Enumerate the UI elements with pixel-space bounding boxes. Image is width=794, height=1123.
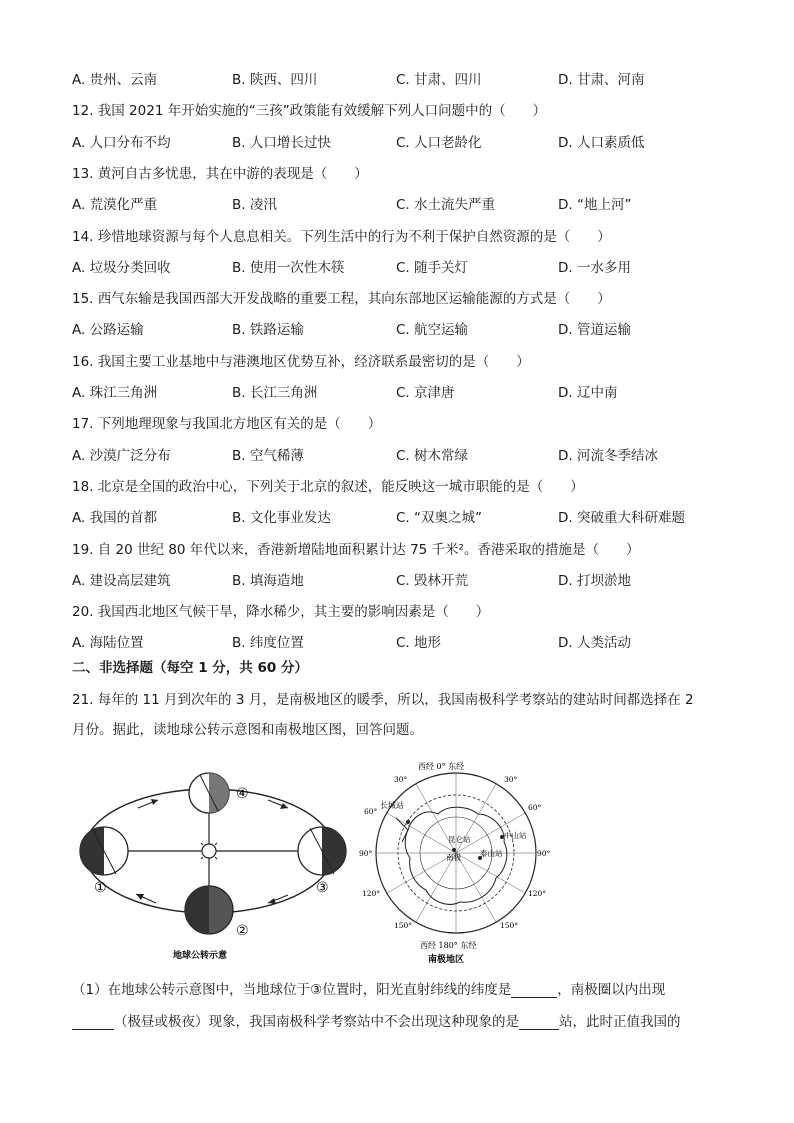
option-d: D. 打坝淤地 (558, 573, 631, 589)
option-a: A. 荒漠化严重 (72, 197, 158, 213)
question-stem: 12. 我国 2021 年开始实施的“三孩”政策能有效缓解下列人口问题中的（ ） (72, 103, 547, 119)
option-a: A. 我国的首都 (72, 510, 158, 526)
question-stem: 19. 自 20 世纪 80 年代以来，香港新增陆地面积累计达 75 千米²。香港采取的措施是（ ） (72, 542, 640, 558)
subquestion-1-line-2: （极昼或极夜）现象，我国南极科学考察站中不会出现这种现象的是 站，此时正值我国的 (72, 1010, 681, 1030)
option-b: B. 铁路运输 (232, 322, 304, 338)
lon-label: 150° (394, 921, 413, 930)
option-d: D. 人口素质低 (558, 135, 645, 151)
section-2-heading: 二、非选择题（每空 1 分，共 60 分） (72, 660, 308, 676)
lon-label: 150° (500, 921, 519, 930)
map-top-label: 西经 0° 东经 (418, 762, 465, 771)
earth-globe-bottom (185, 886, 233, 934)
option-a: A. 海陆位置 (72, 635, 144, 651)
lon-label: 90° (359, 849, 373, 858)
lon-label: 90° (537, 849, 551, 858)
question-stem: 13. 黄河自古多忧患，其在中游的表现是（ ） (72, 166, 368, 182)
earth-globe-top (189, 773, 229, 813)
option-c: C. 水土流失严重 (396, 197, 496, 213)
question-stem: 17. 下列地理现象与我国北方地区有关的是（ ） (72, 416, 382, 432)
option-d: D. 管道运输 (558, 322, 631, 338)
option-b: B. 空气稀薄 (232, 448, 304, 464)
answer-blank[interactable] (72, 1015, 114, 1030)
option-a: A. 公路运输 (72, 322, 144, 338)
position-4-label: ④ (236, 786, 249, 802)
option-c: C. 毁林开荒 (396, 573, 469, 589)
position-1-label: ① (94, 880, 107, 896)
option-d: D. 河流冬季结冰 (558, 448, 658, 464)
station-label: 泰山站 (480, 849, 503, 858)
figure-2-caption: 南极地区 (428, 955, 465, 965)
lon-label: 60° (528, 803, 542, 812)
option-b: B. 使用一次性木筷 (232, 260, 345, 276)
option-d: D. 辽中南 (558, 385, 618, 401)
earth-globe-right (298, 827, 346, 875)
figure-1-caption: 地球公转示意 (173, 951, 228, 961)
option-a: A. 人口分布不均 (72, 135, 171, 151)
lon-label: 120° (362, 889, 381, 898)
option-a: A. 贵州、云南 (72, 72, 158, 88)
option-b: B. 填海造地 (232, 573, 304, 589)
map-bottom-label: 西经 180° 东经 (420, 941, 477, 950)
option-b: B. 凌汛 (232, 197, 277, 213)
option-c: C. “双奥之城” (396, 510, 482, 526)
position-2-label: ② (236, 923, 249, 939)
option-b: B. 文化事业发达 (232, 510, 331, 526)
question-stem: 15. 西气东输是我国西部大开发战略的重要工程，其向东部地区运输能源的方式是（ ） (72, 291, 611, 307)
station-label: 中山站 (504, 831, 527, 840)
option-c: C. 树木常绿 (396, 448, 469, 464)
option-a: A. 珠江三角洲 (72, 385, 158, 401)
option-a: A. 沙漠广泛分布 (72, 448, 171, 464)
option-c: C. 航空运输 (396, 322, 469, 338)
lon-label: 60° (364, 807, 378, 816)
option-b: B. 人口增长过快 (232, 135, 331, 151)
option-c: C. 地形 (396, 635, 442, 651)
option-b: B. 陕西、四川 (232, 72, 318, 88)
lon-label: 30° (504, 775, 518, 784)
earth-revolution-figure (78, 770, 358, 962)
option-c: C. 京津唐 (396, 385, 455, 401)
position-3-label: ③ (316, 880, 329, 896)
antarctic-map-figure (356, 758, 556, 968)
option-a: A. 建设高层建筑 (72, 573, 171, 589)
subquestion-1-line-1: （1）在地球公转示意图中，当地球位于③位置时，阳光直射纬线的纬度是 ，南极圈以内出现 (72, 982, 666, 998)
option-d: D. 突破重大科研难题 (558, 510, 685, 526)
option-b: B. 纬度位置 (232, 635, 304, 651)
question-21-line-2: 月份。据此，读地球公转示意图和南极地区图，回答问题。 (72, 722, 423, 738)
lon-label: 120° (528, 889, 547, 898)
option-c: C. 甘肃、四川 (396, 72, 482, 88)
question-stem: 18. 北京是全国的政治中心，下列关于北京的叙述，能反映这一城市职能的是（ ） (72, 479, 584, 495)
question-stem: 20. 我国西北地区气候干旱，降水稀少，其主要的影响因素是（ ） (72, 604, 490, 620)
station-label: 长城站 (380, 801, 404, 810)
question-stem: 16. 我国主要工业基地中与港澳地区优势互补，经济联系最密切的是（ ） (72, 354, 530, 370)
option-c: C. 随手关灯 (396, 260, 469, 276)
lon-label: 30° (394, 775, 408, 784)
option-d: D. 甘肃、河南 (558, 72, 645, 88)
option-d: D. “地上河” (558, 197, 632, 213)
option-d: D. 一水多用 (558, 260, 631, 276)
question-21-line-1: 21. 每年的 11 月到次年的 3 月，是南极地区的暖季，所以，我国南极科学考察站的建站时间都选择在 2 (72, 692, 694, 708)
option-a: A. 垃圾分类回收 (72, 260, 171, 276)
station-label: 昆仑站 (448, 835, 471, 844)
answer-blank[interactable] (519, 1015, 559, 1030)
option-d: D. 人类活动 (558, 635, 631, 651)
pole-label: 南极 (446, 853, 461, 862)
question-stem: 14. 珍惜地球资源与每个人息息相关。下列生活中的行为不利于保护自然资源的是（ ） (72, 229, 611, 245)
answer-blank[interactable] (511, 983, 557, 998)
earth-globe-left (80, 827, 128, 875)
option-c: C. 人口老龄化 (396, 135, 482, 151)
option-b: B. 长江三角洲 (232, 385, 318, 401)
